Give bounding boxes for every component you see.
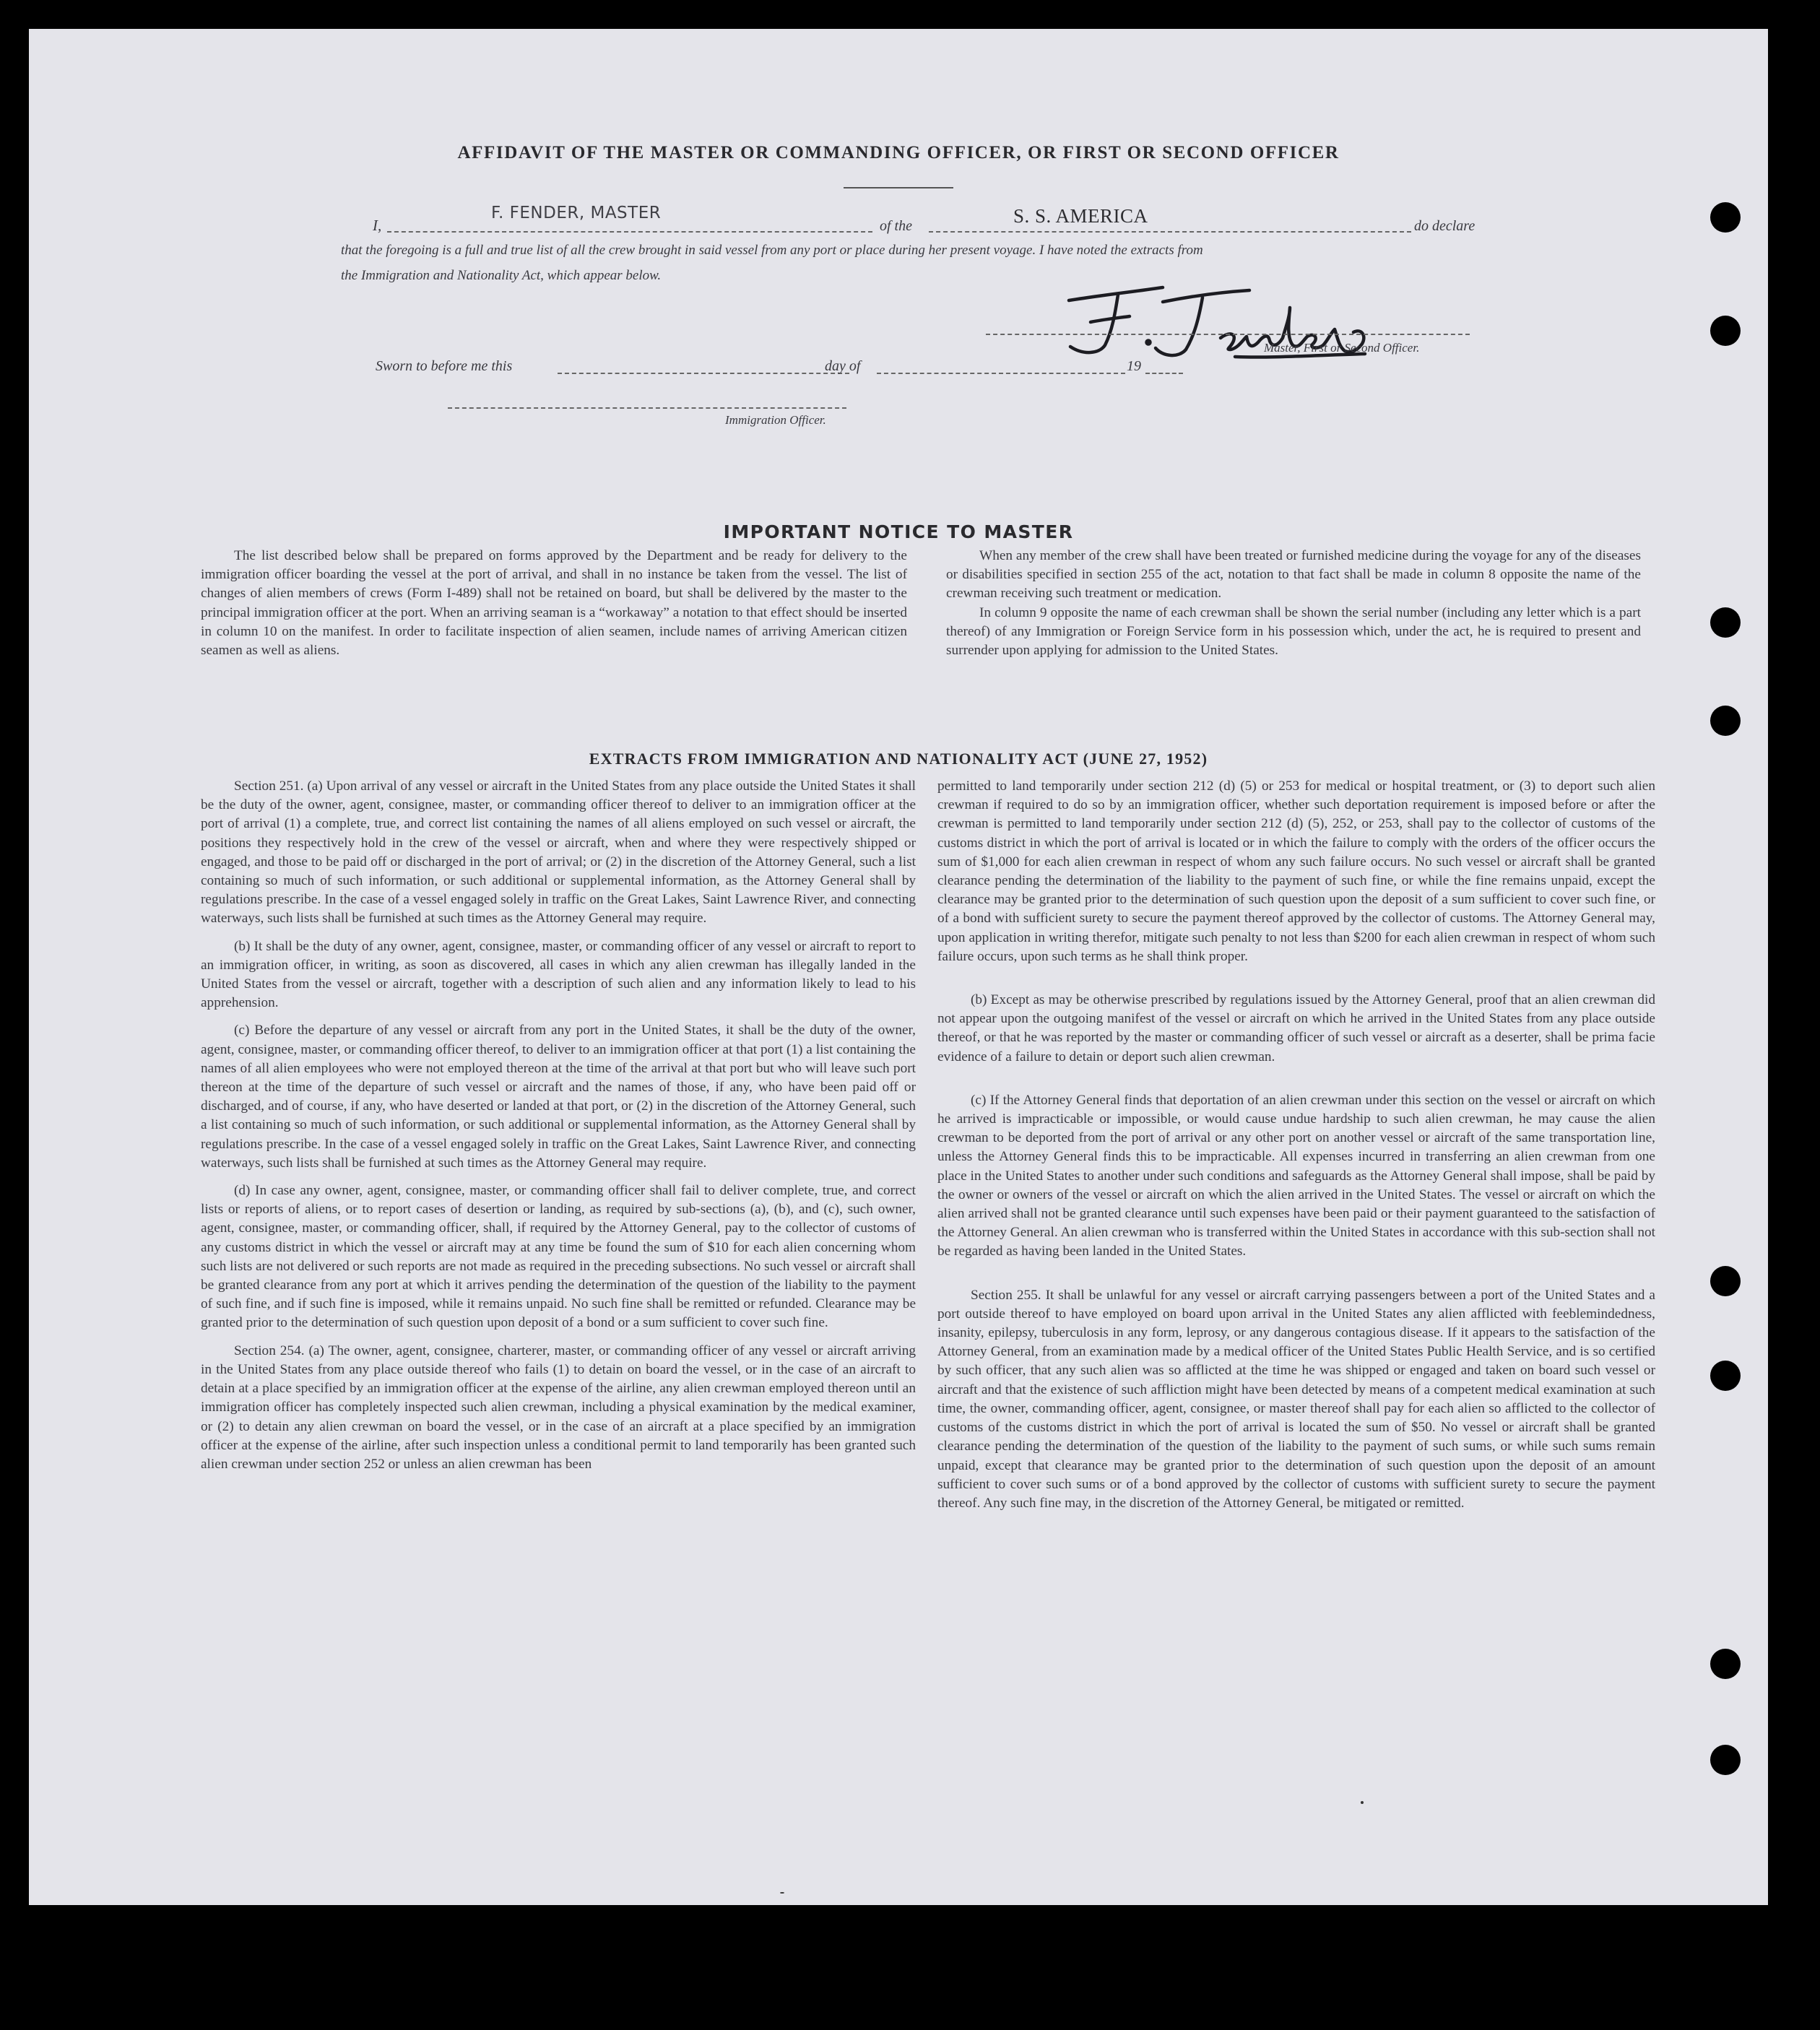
section-251-d: (d) In case any owner, agent, consignee, master, or commanding officer shall fail to deliver complete, true, and correct lists or reports of aliens, or to report cases of desertion or landing, as required by sub-sections (a), (b), and (c), such owner, agent, consignee, master, or commanding officer, shall, if required by the Attorney General, pay to the collector of customs of any customs district in which the vessel or aircraft may at any time be found the sum of $10 for each alien concerning whom such lists are not delivered or such reports are not made as required in the preceding subsections. No such vessel or aircraft shall be granted clearance from any port at which it arrives pending the determination of the question of the liability to the payment of such fine, and if such fine is imposed, while it remains unpaid. No such fine shall be remitted or refunded. Clearance may be granted prior to the determination of such question upon deposit of a bond or a sum sufficient to cover such fine. [201, 1183, 916, 1331]
section-251-c: (c) Before the departure of any vessel or aircraft from any port in the United States, it shall be the duty of the owner, agent, consignee, master, or commanding officer thereof, to deliver to an immigration officer at that port (1) a list containing the names of all alien employees who were not employed thereon at the time of the arrival at that port but who will leave such port thereon at the time of the departure of such vessel or aircraft and the names of those, if any, who have been paid off or discharged, and of course, if any, who have deserted or landed at that port, or (2) in the discretion of the Attorney General, such a list containing so much of such information, or such additional or supplemental information, as the Attorney General shall by regulations prescribe. In the case of a vessel engaged solely in traffic on the Great Lakes, Saint Lawrence River, and connecting waterways, such lists shall be furnished at such times as the Attorney General may require. [201, 1023, 916, 1171]
notice-right-paragraph-1: When any member of the crew shall have been treated or furnished medicine during the voyage for any of the diseases or disabilities specified in section 255 of the act, notation to that fact shall be made in column 8 opposite the name of the crewman receiving such treatment or medication. [946, 548, 1641, 602]
do-declare-label: do declare [1414, 218, 1476, 234]
extracts-title: EXTRACTS FROM IMMIGRATION AND NATIONALITY ACT (JUNE 27, 1952) [589, 750, 1208, 768]
sworn-date-line [558, 373, 849, 374]
master-name-line [387, 231, 872, 233]
section-254-a: Section 254. (a) The owner, agent, consignee, charterer, master, or commanding officer of any vessel or aircraft arriving in the United States from any place outside thereof who fails (1) to detain on board the vessel, or in the case of an aircraft to detain at a place specified by an immigration officer at the expense of the airline, any alien crewman employed thereon until an immigration officer has completely inspected such alien crewman, including a physical examination by the medical examiner, or (2) to detain any alien crewman on board the vessel, or in the case of an aircraft at a place specified by an immigration officer at the expense of the airline, after such inspection unless a conditional permit to land temporarily has been granted such alien crewman under section 252 or unless an alien crewman has been [201, 1343, 916, 1472]
signature-line [986, 334, 1470, 335]
punch-hole [1710, 316, 1741, 346]
day-of-label: day of [825, 358, 861, 374]
statement-line-2: the Immigration and Nationality Act, which appear below. [341, 268, 662, 283]
punch-hole [1710, 1361, 1741, 1391]
notice-left-paragraph: The list described below shall be prepared on forms approved by the Department and be ready for delivery to the immigration officer boarding the vessel at the port of arrival, and shall in no instance be taken from the vessel. The list of changes of alien members of crews (Form I-489) shall not be retained on board, but shall be delivered by the master to the principal immigration officer at the port. When an arriving seaman is a “workaway” a notation to that effect should be inserted in column 10 on the manifest. In order to facilitate inspection of alien seamen, include names of arriving American citizen seamen as well as aliens. [201, 548, 907, 659]
statement-line-1: that the foregoing is a full and true list of all the crew brought in said vessel from any port or place during her present voyage. I have noted the extracts from [341, 243, 1203, 258]
section-255: Section 255. It shall be unlawful for any vessel or aircraft carrying passengers between a port of the United States and a port outside thereof to have employed on board upon arrival in the United States any alien afflicted with feeblemindedness, insanity, epilepsy, tuberculosis in any form, leprosy, or any dangerous contagious disease. If it appears to the satisfaction of the Attorney General, from an examination made by a medical officer of the United States Public Health Service, and is so certified by such officer, that any such alien was so afflicted at the time he was shipped or engaged and taken on board such vessel or aircraft and that the existence of such affliction might have been detected by means of a competent medical examination at such time, the owner, commanding officer, agent, consignee, or master thereof shall pay for each alien so afflicted to the collector of customs of the customs district in which the port of arrival is located the sum of $50. No vessel or aircraft shall be granted clearance pending the determination of the question of the liability to the payment of such sums, or while such sums remain unpaid, except that clearance may be granted prior to the determination of such question upon the deposit of an amount sufficient to cover such sums or of a bond approved by the collector of customs with sufficient surety to secure the payment thereof. Any such fine may, in the discretion of the Attorney General, be mitigated or remitted. [937, 1287, 1655, 1511]
vessel-name-line [929, 231, 1411, 233]
master-signature [1054, 266, 1387, 374]
extracts-left-column [201, 777, 916, 1474]
year-prefix: 19 [1127, 358, 1141, 374]
month-line [877, 373, 1125, 374]
section-251-a: Section 251. (a) Upon arrival of any vessel or aircraft in the United States from any place outside the United States it shall be the duty of the owner, agent, consignee, master, or commanding officer thereof to deliver to an immigration officer at the port of arrival (1) a complete, true, and correct list containing the names of all aliens employed on such vessel or aircraft, the positions they respectively hold in the crew of the vessel or aircraft, when and where they were respectively shipped or engaged, and those to be paid off or discharged in the port of arrival; or (2) in the discretion of the Attorney General, such a list containing so much of such information, or such additional or supplemental information, as the Attorney General shall by regulations prescribe. In the case of a vessel engaged solely in traffic on the Great Lakes, Saint Lawrence River, and connecting waterways, such lists shall be furnished at such times as the Attorney General may require. [201, 778, 916, 927]
immigration-officer-caption: Immigration Officer. [725, 413, 826, 427]
punch-hole [1710, 706, 1741, 736]
notice-right-paragraph-2: In column 9 opposite the name of each crewman shall be shown the serial number (including any letter which is a part thereof) of any Immigration or Foreign Service form in his possession which, under the act, he is required to present and surrender upon applying for admission to the United States. [946, 604, 1641, 659]
punch-hole [1710, 607, 1741, 638]
section-254-b: (b) Except as may be otherwise prescribed by regulations issued by the Attorney General, proof that an alien crewman did not appear upon the outgoing manifest of the vessel or aircraft on which he arrived in the United States from any place outside thereof, or that he was reported by the master or commanding officer of such vessel or aircraft as a deserter, shall be prima facie evidence of a failure to detain or deport such alien crewman. [937, 992, 1655, 1064]
master-name: F. FENDER, MASTER [491, 204, 662, 222]
affidavit-title: AFFIDAVIT OF THE MASTER OR COMMANDING OFFICER, OR FIRST OR SECOND OFFICER [457, 143, 1340, 162]
section-254-c: (c) If the Attorney General finds that deportation of an alien crewman under this section on the vessel or aircraft on which he arrived is impracticable or impossible, or would cause undue hardship to such alien crewman, he may cause the alien crewman to be deported from the port of arrival or any other port on another vessel or aircraft of the same transportation line, unless the Attorney General finds this to be impracticable. All expenses incurred in transferring an alien crewman from one place in the United States to another under such conditions and safeguards as the Attorney General shall impose, shall be paid by the owner or owners of the vessel or aircraft on which the alien arrived in the United States. The vessel or aircraft on which the alien arrived shall not be granted clearance until such expenses have been paid or their payment guaranteed to the satisfaction of the Attorney General. An alien crewman who is transferred within the United States in accordance with this sub-section shall not be regarded as having been landed in the United States. [937, 1092, 1655, 1259]
section-251-b: (b) It shall be the duty of any owner, agent, consignee, master, or commanding officer of any vessel or aircraft to report to an immigration officer, in writing, as soon as discovered, all cases in which any alien crewman has illegally landed in the United States from the vessel or aircraft, together with a description of such alien and any information likely to lead to his apprehension. [201, 938, 916, 1011]
punch-hole [1710, 1266, 1741, 1296]
title-underline [844, 187, 953, 188]
punch-hole [1710, 1745, 1741, 1775]
punch-hole [1710, 202, 1741, 233]
section-254-a-continued: permitted to land temporarily under section 212 (d) (5) or 253 for medical or hospital treatment, or (3) to deport such alien crewman if required to do so by an immigration officer, whether such deportation requirement is imposed before or after the crewman is permitted to land temporarily under section 212 (d) (5), 252, or 253, shall pay to the collector of customs of the customs district in which the port of arrival is located or in which the failure to comply with the orders of the officer occurs the sum of $1,000 for each alien crewman in respect of whom any such failure occurs. No such vessel or aircraft shall be granted clearance pending the determination of the liability to the payment of such fine, or while the fine remains unpaid, except the clearance may be granted prior to the determination of such question upon the deposit of a sum sufficient to cover such fine, or of a bond with sufficient surety to secure the payment thereof approved by the collector of customs. The Attorney General may, upon application in writing therefor, mitigate such penalty to not less than $200 for each alien crewman in respect of whom such failure occurs, upon such terms as he shall think proper. [937, 778, 1655, 964]
signature-caption: Master, First or Second Officer. [1264, 341, 1420, 355]
ink-speck [780, 1892, 784, 1894]
vessel-name: S. S. AMERICA [1013, 205, 1148, 227]
notice-title: IMPORTANT NOTICE TO MASTER [723, 521, 1074, 542]
extracts-right-column [937, 777, 1655, 1513]
sworn-label: Sworn to before me this [376, 358, 513, 374]
punch-hole [1710, 1649, 1741, 1679]
i-label: I, [373, 217, 382, 234]
year-line [1145, 373, 1183, 374]
document-page [29, 29, 1768, 1905]
ink-speck [1361, 1801, 1364, 1804]
immigration-officer-line [448, 407, 846, 409]
of-the-label: of the [880, 218, 912, 234]
notice-right-column [946, 547, 1641, 660]
notice-left-column [201, 547, 907, 660]
